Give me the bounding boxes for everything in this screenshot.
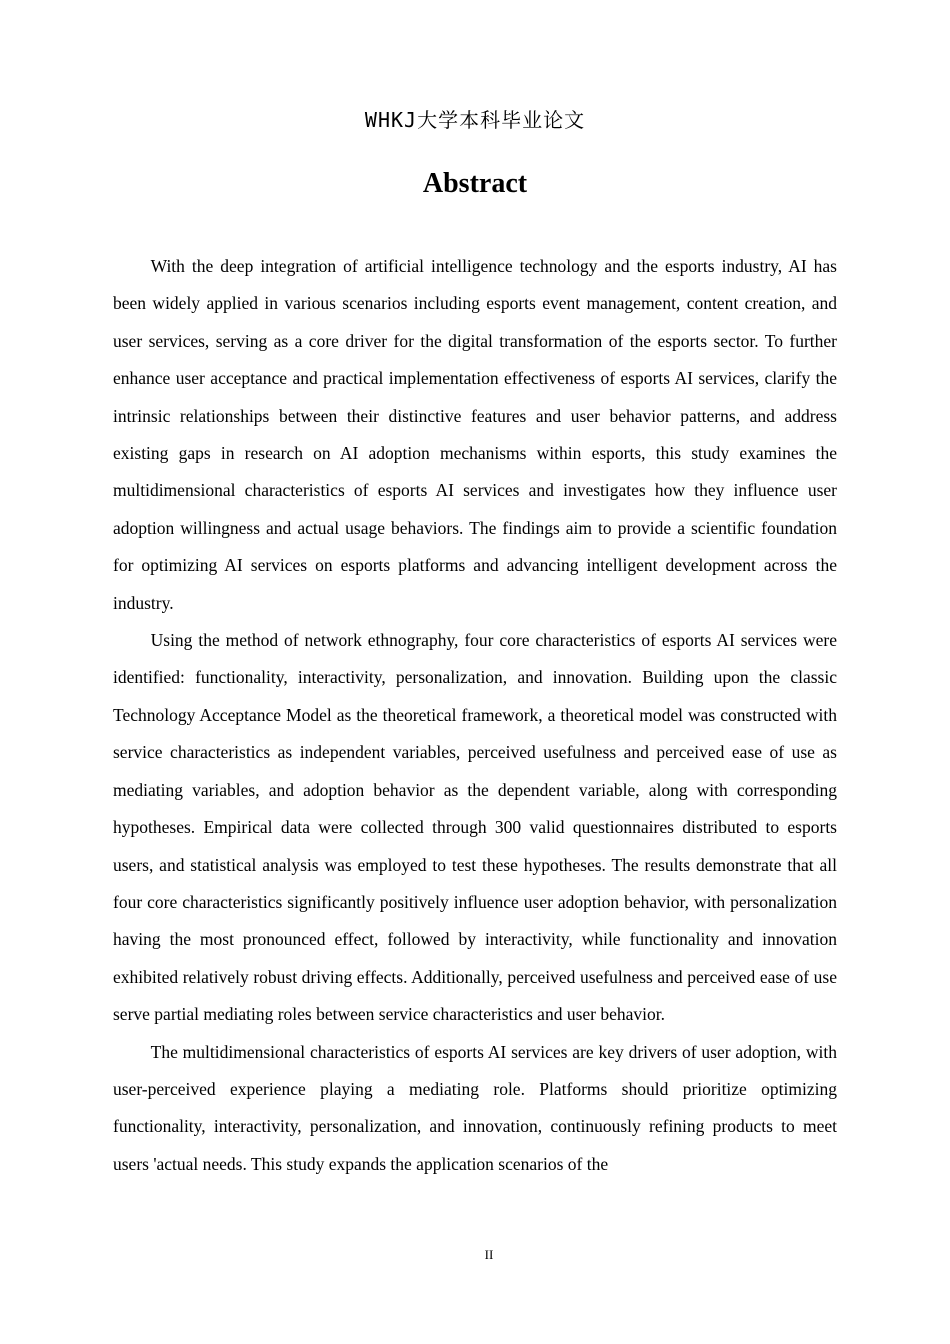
abstract-body bbox=[113, 248, 837, 1183]
abstract-title: Abstract bbox=[422, 168, 528, 199]
page-number: II bbox=[484, 1247, 494, 1262]
abstract-paragraph-2: Using the method of network ethnography, four core characteristics of esports AI services were identified: functionality, interactivity, personalization, and innovation. Building upon the classic Technology Acceptance Model as the theoretical framework, a theoretical model was constructed with service characteristics as independent variables, perceived usefulness and perceived ease of use as mediating variables, and adoption behavior as the dependent variable, along with corresponding hypotheses. Empirical data were collected through 300 valid questionnaires distributed to esports users, and statistical analysis was employed to test these hypotheses. The results demonstrate that all four core characteristics significantly positively influence user adoption behavior, with personalization having the most pronounced effect, followed by interactivity, while functionality and innovation exhibited relatively robust driving effects. Additionally, perceived usefulness and perceived ease of use serve partial mediating roles between service characteristics and user behavior. bbox=[113, 630, 837, 1025]
abstract-paragraph-3: The multidimensional characteristics of esports AI services are key drivers of user adoption, with user-perceived experience playing a mediating role. Platforms should prioritize optimizing functionality, interactivity, personalization, and innovation, continuously refining products to meet users 'actual needs. This study expands the application scenarios of the bbox=[113, 1041, 837, 1174]
abstract-paragraph-1: With the deep integration of artificial intelligence technology and the esports industry, AI has been widely applied in various scenarios including esports event management, content creation, and user services, serving as a core driver for the digital transformation of the esports sector. To further enhance user acceptance and practical implementation effectiveness of esports AI services, clarify the intrinsic relationships between their distinctive features and user behavior patterns, and address existing gaps in research on AI adoption mechanisms within esports, this study examines the multidimensional characteristics of esports AI services and investigates how they influence user adoption willingness and actual usage behaviors. The findings aim to provide a scientific foundation for optimizing AI services on esports platforms and advancing intelligent development across the industry. bbox=[113, 256, 837, 613]
running-header: WHKJ大学本科毕业论文 bbox=[364, 108, 586, 132]
